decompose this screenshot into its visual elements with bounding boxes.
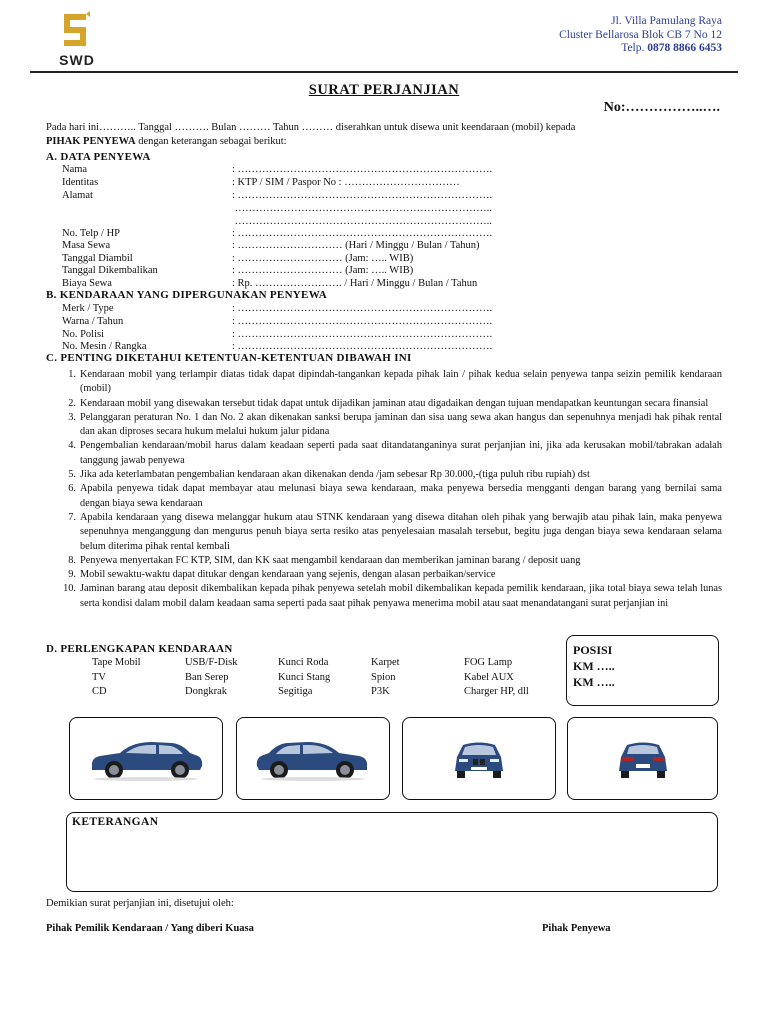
equipment-item: TV: [92, 671, 106, 683]
field-label: Alamat: [62, 190, 93, 201]
logo-s-icon: [56, 10, 96, 50]
posisi-box: [566, 635, 719, 706]
field-label: Merk / Type: [62, 303, 114, 314]
keterangan-title: KETERANGAN: [72, 816, 159, 828]
phone-line: [559, 42, 722, 56]
company-logo: [48, 10, 108, 66]
equipment-item: Segitiga: [278, 686, 313, 697]
field-label: Nama: [62, 164, 88, 175]
term-text: Apabila kendaraan yang disewa melanggar hukum atau STNK kendaraan yang disewa ditahan oleh pihak yang berwajib atau pihak lain, maka penyewa sepenuhnya menganggung dan mengurus penuh biaya serta resiko atas penyelesaian masalah tersebut, begitu juga dengan biaya sewa kendaraan selama belum diterima pihak rental kembali: [80, 511, 722, 552]
field-label: Biaya Sewa: [62, 278, 112, 289]
term-item: [46, 411, 722, 440]
equipment-item: Kunci Stang: [278, 671, 331, 683]
term-item: [46, 482, 722, 511]
car-rear-icon: [615, 737, 671, 781]
car-image-rear: [567, 717, 718, 800]
equipment-item: Spion: [371, 671, 396, 683]
car-image-front: [402, 717, 556, 800]
equipment-item: Charger HP, dll: [464, 686, 529, 697]
term-number: 7.: [68, 511, 76, 523]
keterangan-box[interactable]: [66, 812, 718, 892]
intro-bold: PIHAK PENYEWA: [46, 136, 136, 147]
field-value[interactable]: : ………………………… (Jam: ….. WIB): [232, 265, 414, 276]
equipment-item: Dongkrak: [185, 686, 227, 697]
section-b-title: B. KENDARAAN YANG DIPERGUNAKAN PENYEWA: [46, 289, 328, 301]
address-line-1: Jl. Villa Pamulang Raya: [611, 15, 722, 27]
equipment-item: Ban Serep: [185, 671, 229, 683]
header-divider: [30, 71, 738, 73]
field-value[interactable]: ………………………………………………………………..: [232, 203, 492, 214]
car-front-icon: [451, 737, 507, 781]
field-label: Warna / Tahun: [62, 316, 124, 327]
phone-number: 0878 8866 6453: [647, 42, 722, 54]
term-text: Kendaraan mobil yang disewakan tersebut tidak dapat untuk dijadikan jaminan atau digadaikan dengan tujuan mendapatkan keuntungan secara finansial: [80, 397, 709, 409]
term-text: Pengembalian kendaraan/mobil harus dalam keadaan seperti pada saat ditandatanganinya surat perjanjian ini, jika ada kerusakan mobil/tabrakan adalah tanggung jawab penyewa: [80, 440, 722, 466]
field-label: Masa Sewa: [62, 240, 111, 251]
car-image-left-side: [69, 717, 223, 800]
equipment-item: CD: [92, 686, 107, 697]
form-row: [62, 253, 413, 264]
section-c-title: C. PENTING DIKETAHUI KETENTUAN-KETENTUAN DIBAWAH INI: [46, 352, 412, 364]
term-number: 1.: [68, 369, 76, 380]
section-a-title: A. DATA PENYEWA: [46, 151, 151, 163]
field-label: No. Telp / HP: [62, 228, 120, 239]
car-side-icon: [253, 736, 373, 782]
form-row: [62, 216, 492, 227]
field-value[interactable]: : ……………………………………………………………….: [232, 341, 493, 352]
term-item: [46, 368, 722, 397]
term-text: Kendaraan mobil yang terlampir diatas tidak dapat dipindah-tangankan kepada pihak lain / pihak kedua selain penyewa tanpa seizin pemilik kendaraan (mobil): [80, 369, 722, 395]
company-address: [559, 15, 722, 56]
field-value[interactable]: : ……………………………………………………………….: [232, 228, 493, 239]
km-field-1[interactable]: KM …..: [573, 659, 615, 673]
posisi-title: POSISI: [573, 643, 613, 657]
field-value[interactable]: : ……………………………………………………………….: [232, 303, 493, 314]
form-row: [62, 329, 492, 340]
term-item: [46, 397, 722, 411]
car-image-right-side: [236, 717, 390, 800]
term-number: 4.: [68, 440, 76, 452]
intro-rest: dengan keterangan sebagai berikut:: [135, 136, 287, 147]
term-text: Mobil sewaktu-waktu dapat ditukar dengan kendaraan yang sejenis, dengan alasan perbaikan/service: [80, 569, 496, 581]
intro-line-1: Pada hari ini……….. Tanggal ………. Bulan ……… Tahun ……… diserahkan untuk disewa unit keendaraan (mobil) kepada: [46, 122, 576, 133]
term-item: [46, 568, 722, 582]
term-number: 6.: [68, 483, 76, 495]
address-line-2: Cluster Bellarosa Blok CB 7 No 12: [559, 28, 722, 41]
field-label: Tanggal Dikembalikan: [62, 265, 158, 276]
km-field-2[interactable]: KM …..: [573, 675, 615, 689]
term-number: 5.: [68, 469, 76, 481]
document-number: No:……………..….: [603, 100, 720, 115]
field-label: No. Mesin / Rangka: [62, 341, 147, 352]
terms-list: [46, 368, 722, 611]
term-number: 2.: [68, 397, 76, 409]
term-item: [46, 439, 722, 468]
equipment-grid: [92, 657, 557, 701]
document-title: SURAT PERJANJIAN: [308, 82, 460, 98]
field-value[interactable]: : ………………………… (Hari / Minggu / Bulan / Tahun): [232, 240, 480, 251]
form-row: [62, 341, 492, 352]
form-row: [62, 164, 492, 175]
term-number: 3.: [68, 411, 76, 423]
equipment-item: Karpet: [371, 657, 400, 668]
field-value[interactable]: : ……………………………………………………………….: [232, 329, 493, 340]
term-item: [46, 554, 722, 568]
field-value[interactable]: : ………………………… (Jam: ….. WIB): [232, 253, 414, 264]
equipment-item: P3K: [371, 686, 390, 697]
term-number: 9.: [68, 569, 76, 581]
term-item: [46, 582, 722, 611]
term-text: Pelanggaran peraturan No. 1 dan No. 2 akan dikenakan sanksi berupa jaminan dan sisa uang sewa akan hangus dan sepenuhnya menjadi hak pihak rental dan akan diproses secara hukum melalui hukum jalur pidana: [80, 411, 722, 438]
signature-renter-label: Pihak Penyewa: [542, 923, 611, 934]
form-row: [62, 240, 480, 251]
logo-text: SWD: [59, 52, 95, 68]
signature-owner-label: Pihak Pemilik Kendaraan / Yang diberi Kuasa: [46, 923, 254, 934]
field-value[interactable]: : ……………………………………………………………….: [232, 316, 493, 327]
term-item: [46, 511, 722, 554]
form-row: [62, 228, 492, 239]
intro-line-2: [46, 136, 287, 148]
equipment-item: Kunci Roda: [278, 657, 329, 668]
form-row: [62, 265, 413, 276]
equipment-item: USB/F-Disk: [185, 657, 238, 668]
car-side-icon: [86, 736, 206, 782]
term-item: [46, 468, 722, 482]
phone-label: Telp.: [621, 42, 645, 54]
form-row: [62, 190, 492, 201]
term-text: Jika ada keterlambatan pengembalian kendaraan akan dikenakan denda /jam sebesar Rp 30.000,-(tiga puluh ribu rupiah) dst: [80, 469, 590, 481]
form-row: [62, 203, 492, 214]
field-value[interactable]: ………………………………………………………………..: [232, 216, 492, 227]
equipment-row: [92, 686, 557, 701]
equipment-item: Tape Mobil: [92, 657, 141, 668]
field-value[interactable]: : Rp. ……………………. / Hari / Minggu / Bulan / Tahun: [232, 278, 478, 289]
field-value[interactable]: : KTP / SIM / Paspor No : ……………………………: [232, 177, 460, 188]
field-value[interactable]: : ……………………………………………………………….: [232, 190, 493, 201]
form-row: [62, 278, 477, 289]
closing-text: Demikian surat perjanjian ini, disetujui oleh:: [46, 898, 234, 909]
equipment-item: Kabel AUX: [464, 671, 514, 683]
form-row: [62, 177, 460, 188]
equipment-item: FOG Lamp: [464, 657, 513, 668]
field-label: No. Polisi: [62, 329, 105, 340]
term-number: 8.: [68, 554, 76, 566]
form-row: [62, 303, 492, 314]
field-label: Tanggal Diambil: [62, 253, 133, 264]
field-label: Identitas: [62, 177, 99, 188]
field-value[interactable]: : ……………………………………………………………….: [232, 164, 493, 175]
term-text: Penyewa menyertakan FC KTP, SIM, dan KK saat mengambil kendaraan dan memberikan jaminan barang / deposit uang: [80, 554, 581, 566]
equipment-row: [92, 657, 557, 672]
form-row: [62, 316, 492, 327]
term-text: Apabila penyewa tidak dapat membayar atau melunasi biaya sewa kendaraan, maka penyewa bersedia mengganti dengan barang yang bernilai sama dengan biaya sewa kendaraan: [80, 483, 722, 509]
equipment-row: [92, 672, 557, 687]
term-number: 10.: [63, 583, 76, 595]
section-d-title: D. PERLENGKAPAN KENDARAAN: [46, 643, 233, 655]
term-text: Jaminan barang atau deposit dikembalikan kepada pihak penyewa setelah mobil dikembalikan kepada pemilik kendaraan, jika total biaya sewa telah lunas serta kondisi dalam mobil dalam keadaan sama seperti pada saat pihak penyawa menerima mobil atau saat menandatangani surat perjanjian ini: [80, 583, 722, 609]
